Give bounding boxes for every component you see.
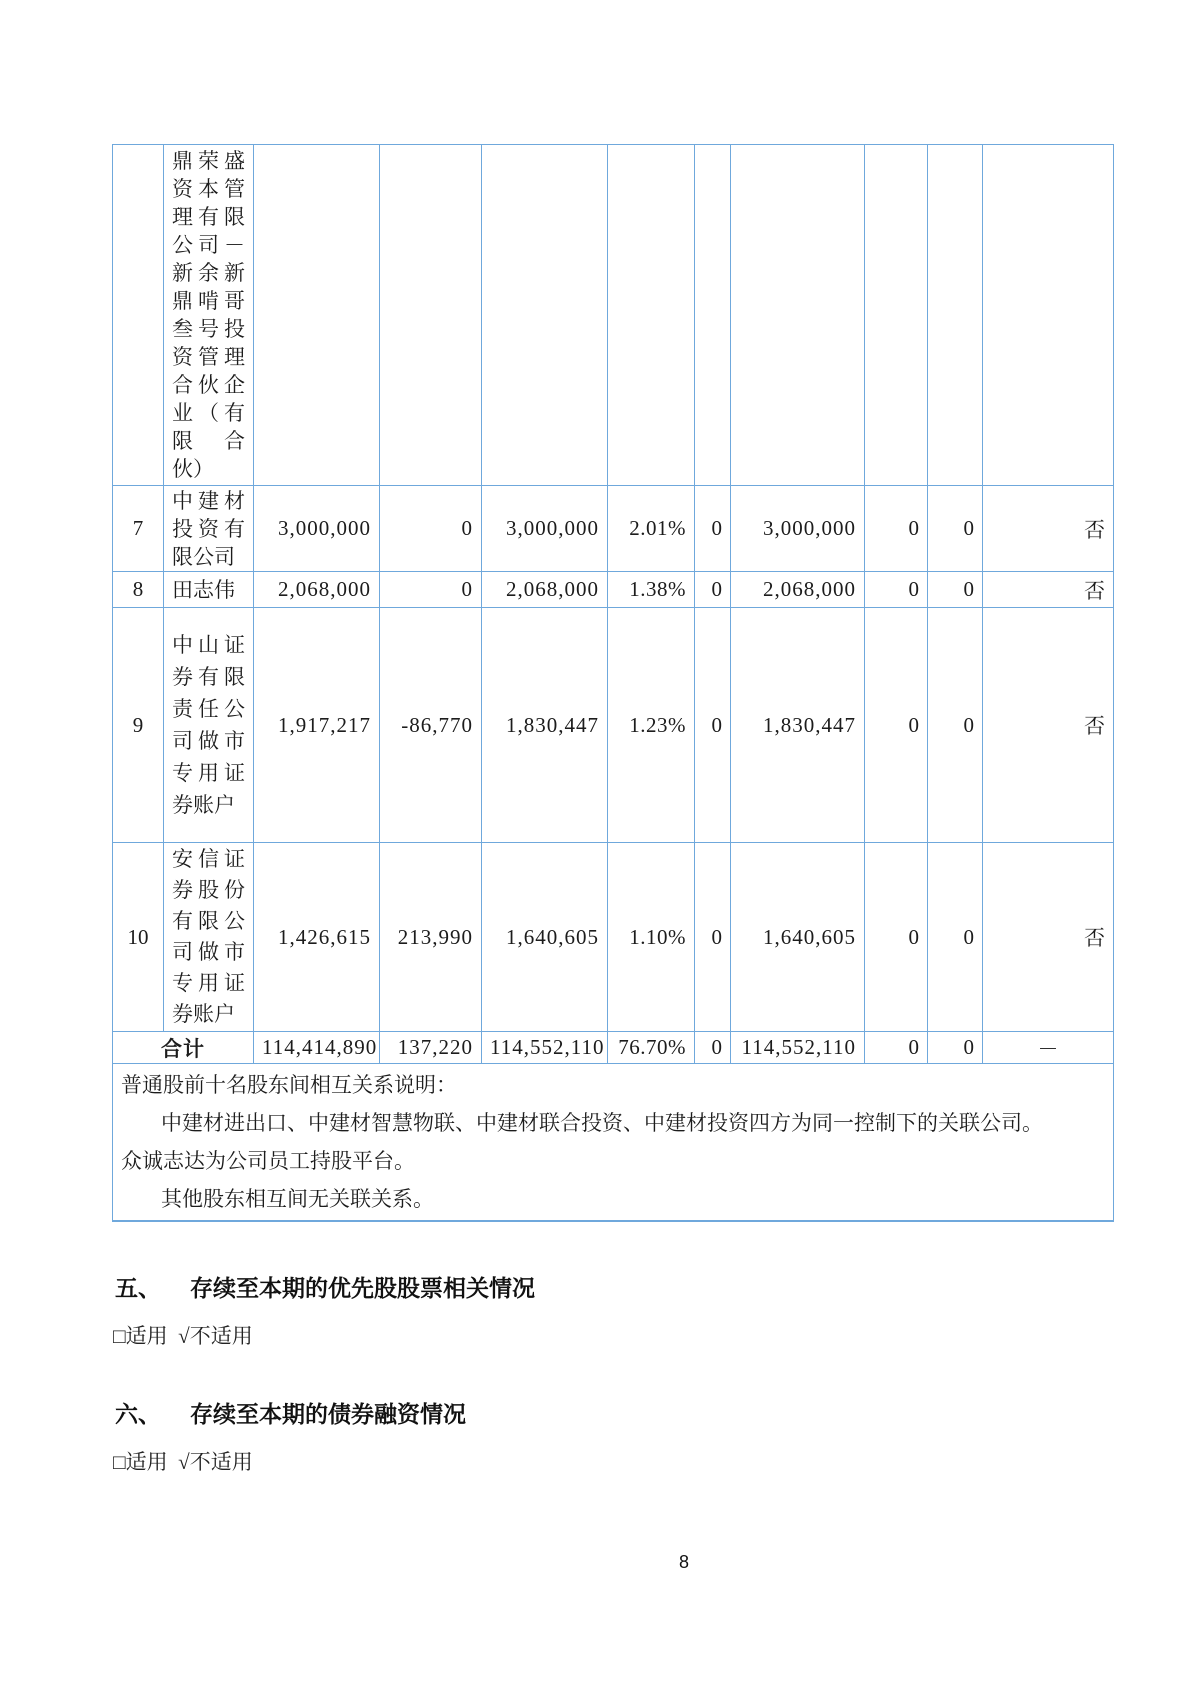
- cell-value: 0: [865, 843, 928, 1032]
- notes-line: 其他股东相互间无关联关系。: [161, 1186, 434, 1211]
- cell-total-value: 137,220: [380, 1032, 482, 1064]
- cell-rank: 8: [113, 572, 164, 608]
- section-6-heading: [115, 1396, 466, 1429]
- cell-value: 0: [695, 843, 731, 1032]
- section-5-title: 存续至本期的优先股股票相关情况: [190, 1275, 535, 1301]
- table-row: [113, 572, 1114, 608]
- cell-shareholder-name: 中建材投资有限公司: [164, 486, 254, 572]
- section-6-number: 六、: [115, 1401, 161, 1427]
- table-notes-row: [113, 1064, 1114, 1221]
- cell-flag: 否: [983, 843, 1114, 1032]
- cell-value: 0: [380, 486, 482, 572]
- cell-total-value: 0: [695, 1032, 731, 1064]
- cell-value: [865, 145, 928, 486]
- cell-value: 0: [928, 572, 983, 608]
- cell-value: 1,640,605: [482, 843, 608, 1032]
- cell-rank: 10: [113, 843, 164, 1032]
- cell-value: 0: [928, 608, 983, 843]
- cell-total-value: 76.70%: [608, 1032, 695, 1064]
- cell-value: 3,000,000: [254, 486, 380, 572]
- cell-value: 0: [928, 843, 983, 1032]
- cell-value: 1.10%: [608, 843, 695, 1032]
- cell-shareholder-name: 田志伟: [164, 572, 254, 608]
- cell-value: 3,000,000: [482, 486, 608, 572]
- section-5-number: 五、: [115, 1275, 161, 1301]
- cell-value: [695, 145, 731, 486]
- cell-rank: 9: [113, 608, 164, 843]
- cell-shareholder-name: 鼎荣盛资本管理有限公司－新余新鼎啃哥叁号投资管理合伙企业（有限合伙）: [164, 145, 254, 486]
- notes-line: 众诚志达为公司员工持股平台。: [121, 1148, 415, 1173]
- table-row: [113, 608, 1114, 843]
- cell-value: 1,830,447: [482, 608, 608, 843]
- cell-total-flag: －: [983, 1032, 1114, 1064]
- cell-value: 1.23%: [608, 608, 695, 843]
- shareholder-relationship-notes: [113, 1064, 1114, 1221]
- cell-value: 1,917,217: [254, 608, 380, 843]
- table-row: [113, 486, 1114, 572]
- section-5-applicability: □适用 √不适用: [113, 1324, 253, 1348]
- cell-value: [380, 145, 482, 486]
- section-5-heading: [115, 1270, 535, 1303]
- cell-total-value: 114,414,890: [254, 1032, 380, 1064]
- table-total-row: [113, 1032, 1114, 1064]
- cell-value: [482, 145, 608, 486]
- notes-title: 普通股前十名股东间相互关系说明：: [121, 1072, 457, 1097]
- notes-line: 中建材进出口、中建材智慧物联、中建材联合投资、中建材投资四方为同一控制下的关联公司。: [161, 1110, 1043, 1135]
- cell-value: 0: [380, 572, 482, 608]
- cell-value: 1,426,615: [254, 843, 380, 1032]
- cell-shareholder-name: 中山证券有限责任公司做市专用证券账户: [164, 608, 254, 843]
- cell-value: 0: [695, 572, 731, 608]
- cell-value: -86,770: [380, 608, 482, 843]
- cell-value: 0: [928, 486, 983, 572]
- cell-value: 2,068,000: [482, 572, 608, 608]
- cell-value: 0: [695, 486, 731, 572]
- cell-flag: 否: [983, 486, 1114, 572]
- cell-value: 213,990: [380, 843, 482, 1032]
- cell-value: 0: [865, 486, 928, 572]
- cell-value: 2,068,000: [254, 572, 380, 608]
- cell-value: 0: [865, 572, 928, 608]
- page-number: 8: [678, 1552, 689, 1572]
- cell-value: 3,000,000: [731, 486, 865, 572]
- cell-value: [254, 145, 380, 486]
- table-row: [113, 145, 1114, 486]
- top-shareholders-table: [112, 144, 1114, 1222]
- cell-rank: [113, 145, 164, 486]
- cell-value: 2,068,000: [731, 572, 865, 608]
- cell-value: [608, 145, 695, 486]
- cell-rank: 7: [113, 486, 164, 572]
- cell-value: [928, 145, 983, 486]
- cell-total-value: 114,552,110: [482, 1032, 608, 1064]
- total-label: 合计: [113, 1032, 254, 1064]
- cell-flag: 否: [983, 608, 1114, 843]
- cell-value: 1,830,447: [731, 608, 865, 843]
- table-row: [113, 843, 1114, 1032]
- cell-value: [731, 145, 865, 486]
- cell-total-value: 0: [928, 1032, 983, 1064]
- cell-value: 0: [695, 608, 731, 843]
- cell-flag: 否: [983, 572, 1114, 608]
- cell-value: 1,640,605: [731, 843, 865, 1032]
- cell-flag: [983, 145, 1114, 486]
- cell-value: 1.38%: [608, 572, 695, 608]
- cell-value: 2.01%: [608, 486, 695, 572]
- section-6-applicability: □适用 √不适用: [113, 1450, 253, 1474]
- cell-value: 0: [865, 608, 928, 843]
- section-6-title: 存续至本期的债券融资情况: [190, 1401, 466, 1427]
- cell-shareholder-name: 安信证券股份有限公司做市专用证券账户: [164, 843, 254, 1032]
- cell-total-value: 0: [865, 1032, 928, 1064]
- cell-total-value: 114,552,110: [731, 1032, 865, 1064]
